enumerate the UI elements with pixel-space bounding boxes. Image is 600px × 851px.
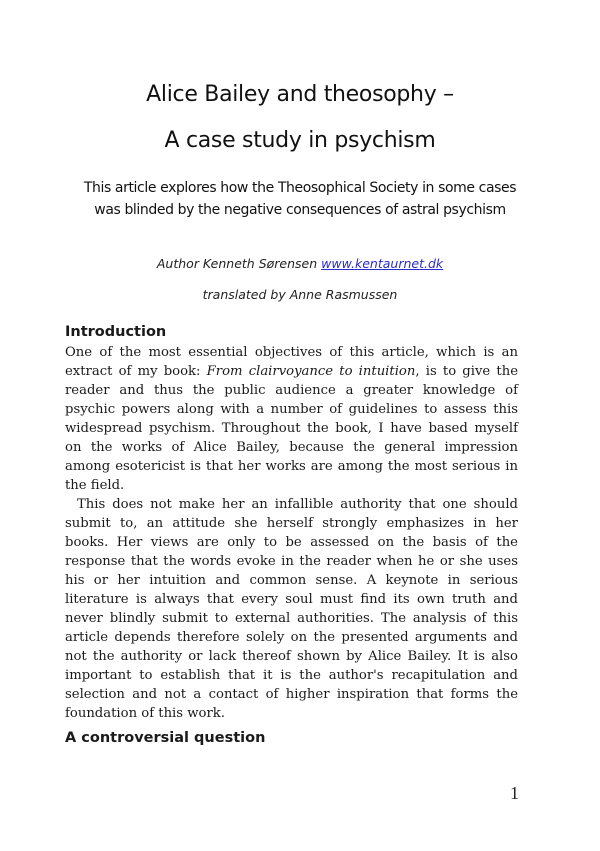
author-byline [0, 256, 600, 271]
introduction-body [65, 343, 518, 723]
author-website-link[interactable]: www.kentaurnet.dk [321, 256, 444, 271]
book-title: From clairvoyance to intuition [206, 364, 416, 379]
author-name: Author Kenneth Sørensen [156, 256, 322, 271]
title-line-1: Alice Bailey and theosophy – [146, 82, 454, 107]
page-number: 1 [510, 783, 519, 803]
section-heading-introduction: Introduction [65, 324, 167, 340]
paragraph-1-text-a: One of the most essential objectives of this article, which is an extract of my book: [65, 345, 518, 379]
translator-byline: translated by Anne Rasmussen [202, 287, 398, 302]
section-heading-controversial-question: A controversial question [65, 730, 266, 746]
paragraph-2: This does not make her an infallible authority that one should submit to, an attitude she herself strongly emphasizes in her books. Her views are only to be assessed on the basis of the response that the words evoke in the reader when he or she uses his or her intuition and common sense. A keynote in serious literature is always that every soul must find its own truth and never blindly submit to external authorities. The analysis of this article depends therefore solely on the presented arguments and not the authority or lack thereof shown by Alice Bailey. It is also important to establish that it is the author's recapitulation and selection and not a contact of higher inspiration that forms the foundation of this work. [65, 497, 518, 721]
title-line-2: A case study in psychism [164, 128, 436, 153]
paragraph-1 [65, 343, 518, 495]
paragraph-1-text-b: , is to give the reader and thus the public audience a greater knowledge of psychic powers along with a number of guidelines to assess this widespread psychism. Throughout the book, I have based myself on the works of Alice Bailey, because the general impression among esotericist is that her works are among the most serious in the field. [65, 364, 518, 493]
subtitle: This article explores how the Theosophical Society in some cases was blinded by the negative consequences of astral psychism [83, 180, 517, 218]
